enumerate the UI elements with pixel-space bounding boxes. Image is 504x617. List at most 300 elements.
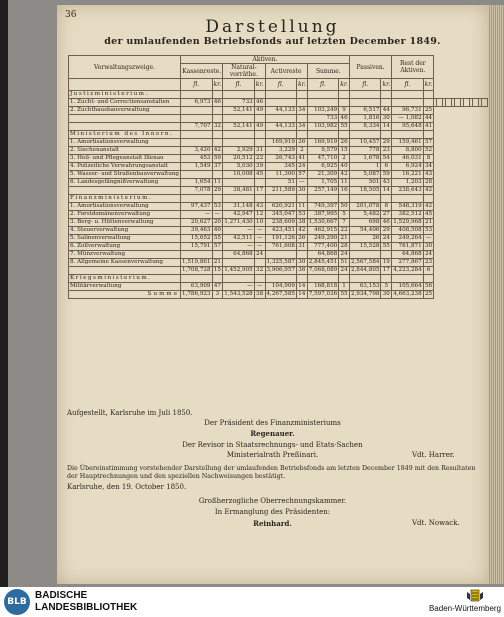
cell-kr: 34 — [424, 163, 433, 169]
empty-cell — [307, 275, 338, 283]
total-label-empty — [69, 123, 181, 131]
cell-fl: 733 — [307, 115, 338, 123]
empty-cell — [296, 275, 307, 283]
cell-kr: 43 — [382, 179, 390, 185]
cell-fl: 698 — [349, 219, 380, 227]
cell-kr: 15 — [340, 147, 348, 153]
unit-kr: kr. — [212, 79, 223, 91]
cell-fl: 1,549 — [181, 163, 212, 171]
unit-kr: kr. — [254, 79, 265, 91]
cell-fl: 2,934,798 — [350, 291, 380, 297]
cell-fl: 277,867 — [392, 259, 423, 267]
cell-kr: 40 — [340, 163, 348, 169]
cell-kr: 31 — [298, 243, 306, 249]
branding-bar — [0, 587, 504, 617]
cell-fl — [181, 115, 212, 123]
page-number: 36 — [65, 10, 77, 20]
section-total-row — [69, 187, 488, 195]
page-title: Darstellung — [205, 17, 340, 37]
empty-cell — [339, 131, 350, 139]
cell-kr: 15 — [213, 267, 221, 273]
row-label: Militärverwaltung — [69, 283, 181, 291]
cell-kr: 12 — [256, 211, 264, 217]
blb-name-line1: BADISCHE — [35, 590, 88, 601]
cell-kr: 57 — [424, 139, 433, 145]
cell-kr: 38 — [256, 291, 264, 297]
cell-kr: 31 — [256, 147, 264, 153]
grand-total-label: Summe — [69, 291, 181, 299]
header-cash: Kassenreste. — [181, 64, 223, 79]
cell-fl: 44,133 — [265, 107, 296, 115]
cell-fl: 44,133 — [265, 123, 296, 131]
empty-cell — [423, 275, 434, 283]
cell-kr — [296, 99, 307, 107]
cell-fl: 6,925 — [307, 163, 338, 171]
unit-kr: kr. — [296, 79, 307, 91]
cell-kr: 42 — [424, 187, 433, 193]
cell-fl: 7,068,089 — [308, 267, 338, 273]
footer-chamber: Großherzogliche Oberrechnungskammer. — [198, 497, 347, 505]
section-total-row — [69, 123, 488, 131]
cell-fl: 5,030 — [223, 163, 254, 171]
unit-fl: fl. — [392, 79, 423, 91]
cell-fl: 423,451 — [265, 227, 296, 235]
cell-kr: 57 — [213, 243, 221, 249]
cell-fl: 2,845,451 — [308, 259, 338, 265]
cell-fl: 249,290 — [307, 235, 338, 243]
empty-cell — [349, 195, 380, 203]
cell-kr: 46 — [340, 115, 348, 121]
cell-fl: 1,271,430 — [224, 219, 253, 225]
section-name: Ministerium des Innern. — [69, 131, 181, 139]
cell-kr: 55 — [340, 291, 348, 297]
bw-crest-icon — [466, 588, 484, 603]
cell-kr: 5 — [339, 211, 350, 219]
cell-fl — [181, 107, 212, 115]
cell-kr: 47 — [213, 283, 221, 289]
cell-fl: 104,909 — [265, 283, 296, 291]
cell-kr: 55 — [340, 123, 348, 129]
cell-fl: 1,678 — [349, 155, 380, 163]
cell-fl — [265, 99, 296, 107]
cell-fl: 169,919 — [307, 139, 338, 147]
cell-kr: 24 — [340, 251, 348, 257]
empty-cell — [212, 275, 223, 283]
cell-kr: 43 — [424, 171, 433, 177]
cell-kr: 2 — [296, 147, 307, 155]
cell-fl: 548,319 — [392, 203, 423, 211]
cell-kr: 17 — [382, 267, 390, 273]
cell-fl: 26,743 — [265, 155, 296, 163]
cell-fl: 501 — [349, 179, 380, 187]
section-header-row — [69, 131, 488, 139]
empty-cell — [223, 195, 254, 203]
cell-kr: 45 — [424, 211, 433, 217]
cell-kr: 42 — [213, 147, 221, 153]
cell-kr: — — [254, 227, 265, 235]
empty-cell — [181, 195, 212, 203]
cell-kr: 26 — [298, 235, 306, 241]
empty-cell — [339, 91, 350, 99]
row-label: 3. Heil- und Pflegeanstalt Illenau — [69, 155, 181, 163]
cell-fl: 733 — [223, 99, 254, 107]
cell-kr — [381, 99, 392, 107]
header-assets: Aktiven. — [181, 56, 350, 64]
header-liabilities: Passiven. — [349, 56, 391, 79]
row-label: 3. Berg- u. Hüttenverwaltung — [69, 219, 181, 227]
empty-cell — [265, 91, 296, 99]
unit-fl: fl. — [181, 79, 212, 91]
cell-fl — [265, 115, 296, 123]
table-row — [69, 283, 488, 291]
section-total-row — [69, 267, 488, 275]
unit-fl: fl. — [265, 79, 296, 91]
cell-kr: 29 — [213, 187, 221, 193]
cell-fl: 4,663,238 — [393, 291, 422, 297]
cell-kr: 28 — [424, 179, 433, 185]
cell-kr: 52 — [424, 147, 433, 153]
cell-kr — [212, 139, 223, 147]
cell-kr: 34 — [298, 107, 306, 113]
cell-kr: 2 — [339, 155, 350, 163]
cell-fl: 39,463 — [181, 227, 212, 235]
empty-cell — [392, 91, 423, 99]
table-row — [69, 163, 488, 171]
cell-kr: 23 — [382, 147, 390, 153]
cell-kr: 26 — [340, 139, 348, 145]
empty-cell — [381, 275, 392, 283]
table-row — [69, 155, 488, 163]
cell-kr: 34 — [298, 123, 306, 129]
cell-kr: 8 — [381, 203, 392, 211]
empty-cell — [307, 195, 338, 203]
cell-fl — [181, 251, 212, 259]
cell-kr: 24 — [340, 267, 348, 273]
unit-fl: fl. — [307, 79, 338, 91]
cell-kr: 51 — [340, 259, 348, 265]
row-label: 6. Landesgefängnißverwaltung — [69, 179, 181, 187]
cell-fl: 46,031 — [392, 155, 423, 163]
cell-fl: 2,567,584 — [350, 259, 380, 265]
cell-kr: 30 — [298, 259, 306, 265]
empty-cell — [265, 195, 296, 203]
empty-cell — [296, 195, 307, 203]
cell-kr: 29 — [382, 227, 390, 233]
total-label-empty — [69, 187, 181, 195]
cell-fl: 10,008 — [223, 171, 254, 179]
cell-fl: 20,512 — [223, 155, 254, 163]
cell-kr: 14 — [382, 187, 390, 193]
table-row — [69, 243, 488, 251]
cell-kr: 54 — [382, 155, 390, 161]
cell-fl: 9,579 — [307, 147, 338, 155]
cell-kr: 32 — [213, 123, 221, 129]
row-label: 2. Zuchthausbauverwaltung — [69, 107, 181, 115]
cell-fl: 1,708,728 — [182, 267, 211, 273]
cell-fl: 20,627 — [181, 219, 212, 227]
cell-kr — [212, 171, 223, 179]
cell-kr: 30 — [382, 291, 390, 297]
cell-fl: 42,511 — [223, 235, 254, 243]
cell-kr: 42 — [298, 227, 306, 233]
cell-kr: 9 — [339, 107, 350, 115]
bw-name: Baden-Württemberg — [428, 604, 501, 613]
cell-fl: 387,995 — [307, 211, 338, 219]
unit-fl: fl. — [223, 79, 254, 91]
cell-fl: 11,300 — [265, 171, 296, 179]
footer-president: Der Präsident des Finanzministeriums — [204, 419, 341, 427]
cell-fl: 761,608 — [265, 243, 296, 251]
cell-fl: 777,400 — [307, 243, 338, 251]
table-row — [69, 139, 488, 147]
unit-row — [69, 79, 488, 91]
row-label: 2. Forstdomänenverwaltung — [69, 211, 181, 219]
empty-cell — [392, 195, 423, 203]
cell-fl: 15,791 — [181, 243, 212, 251]
cell-kr: 49 — [256, 107, 264, 113]
cell-fl — [181, 171, 212, 179]
empty-cell — [265, 131, 296, 139]
cell-fl: 95,648 — [392, 123, 423, 131]
footer-name2: Reinhard. — [253, 519, 292, 528]
cell-kr: 14 — [382, 123, 390, 129]
empty-cell — [212, 91, 223, 99]
cell-fl: 620,921 — [265, 203, 296, 211]
cell-kr: 5 — [381, 283, 392, 291]
cell-fl: 6,517 — [349, 107, 380, 115]
book-spine — [0, 0, 8, 587]
row-label: 5. Salinenverwaltung — [69, 235, 181, 243]
cell-kr: 21 — [424, 219, 433, 225]
cell-kr: 30 — [424, 243, 433, 249]
table-row — [69, 251, 488, 259]
table-row — [69, 203, 488, 211]
cell-fl: 64,868 — [307, 251, 338, 259]
cell-kr: 59 — [382, 171, 390, 177]
cell-fl: 96,731 — [392, 107, 423, 115]
cell-fl — [307, 99, 338, 107]
cell-kr: 39 — [256, 163, 264, 169]
cell-fl — [223, 179, 254, 187]
cell-kr: 41 — [298, 155, 306, 161]
cell-kr: 44 — [424, 115, 433, 121]
cell-fl: 201,078 — [349, 203, 380, 211]
empty-cell — [423, 91, 434, 99]
cell-kr: 21 — [340, 235, 348, 241]
cell-kr: 24 — [382, 235, 390, 241]
table-row — [69, 227, 488, 235]
cell-kr: 20 — [213, 219, 221, 225]
cell-fl: 5,087 — [349, 171, 380, 179]
cell-kr: 37 — [213, 163, 221, 169]
row-label: 8. Allgemeine Kassenverwaltung — [69, 259, 181, 267]
unit-empty — [69, 79, 181, 91]
table-row — [69, 235, 488, 243]
footer-sign1: Vdt. Harrer. — [412, 451, 455, 459]
section-name: Justizministerium. — [69, 91, 181, 99]
cell-kr: 41 — [424, 123, 433, 129]
page-subtitle: der umlaufenden Betriebsfonds auf letzten December 1849. — [104, 36, 441, 47]
empty-cell — [392, 275, 423, 283]
empty-cell — [212, 131, 223, 139]
empty-cell — [296, 131, 307, 139]
cell-fl: 97,437 — [181, 203, 212, 211]
table-row — [69, 147, 488, 155]
cell-fl: 238,609 — [265, 219, 296, 227]
cell-kr: 38 — [298, 219, 306, 225]
section-header-row — [69, 91, 488, 99]
empty-cell — [307, 91, 338, 99]
table-row — [69, 107, 488, 115]
table-row — [69, 179, 488, 187]
cell-fl: 159,461 — [392, 139, 423, 147]
cell-fl: 21,309 — [307, 171, 338, 179]
cell-fl: 4,223,284 — [393, 267, 422, 273]
blb-name-line2: LANDESBIBLIOTHEK — [35, 602, 138, 613]
header-arrears: Activreste — [265, 64, 307, 79]
cell-kr — [212, 115, 223, 123]
footer-place: Aufgestellt, Karlsruhe im Juli 1850. — [67, 409, 193, 417]
empty-cell — [265, 275, 296, 283]
table-row — [69, 99, 488, 107]
cell-fl: 64,868 — [223, 251, 254, 259]
cell-kr — [482, 99, 488, 107]
cell-kr — [254, 179, 265, 187]
row-label: 7. Münzverwaltung — [69, 251, 181, 259]
row-label: 6. Zollverwaltung — [69, 243, 181, 251]
grand-total-row — [69, 291, 488, 299]
cell-kr: 14 — [298, 291, 306, 297]
cell-kr — [254, 259, 265, 267]
cell-fl — [265, 251, 296, 259]
cell-fl: — — [223, 283, 254, 291]
cell-kr: 46 — [256, 99, 264, 105]
cell-kr: 32 — [256, 267, 264, 273]
cell-kr: 53 — [424, 227, 433, 233]
cell-kr: 21 — [213, 259, 221, 265]
empty-cell — [181, 91, 212, 99]
page-edges — [488, 5, 504, 584]
cell-fl: 3,420 — [181, 147, 212, 155]
cell-fl: 1,543,528 — [224, 291, 253, 297]
cell-fl: 6,973 — [181, 99, 212, 107]
cell-fl: 10,457 — [349, 139, 380, 147]
empty-cell — [254, 131, 265, 139]
cell-fl: 249,264 — [392, 235, 423, 243]
cell-fl: 26 — [349, 235, 380, 243]
cell-kr: 19 — [382, 259, 390, 265]
cell-kr — [296, 251, 307, 259]
cell-fl: 1 — [349, 163, 380, 171]
cell-kr: — — [254, 283, 265, 291]
cell-kr — [381, 251, 392, 259]
cell-kr: 6 — [423, 267, 434, 275]
cell-kr: 24 — [256, 251, 264, 257]
cell-kr: 42 — [424, 203, 433, 209]
cell-fl: 1,452,905 — [224, 267, 253, 273]
cell-fl: 63,909 — [181, 283, 212, 291]
cell-kr: 46 — [213, 99, 221, 105]
document-page — [57, 5, 488, 584]
cell-kr: — — [212, 211, 223, 219]
empty-cell — [349, 131, 380, 139]
empty-cell — [392, 131, 423, 139]
cell-fl: 1,530,667 — [308, 219, 338, 225]
row-label: 4. Steuerverwaltung — [69, 227, 181, 235]
cell-kr: 46 — [382, 219, 390, 225]
cell-fl: 1,705 — [307, 179, 338, 187]
empty-cell — [212, 195, 223, 203]
header-rest: Rest der Aktiven. — [392, 56, 434, 79]
row-label: 1. Amortisationsverwaltung — [69, 203, 181, 211]
cell-kr — [212, 251, 223, 259]
cell-kr: 40 — [213, 227, 221, 233]
row-label: 2. Siechenanstalt — [69, 147, 181, 155]
cell-fl: 6,924 — [392, 163, 423, 171]
cell-kr: 3 — [212, 291, 223, 299]
cell-fl: 8,800 — [392, 147, 423, 155]
footer-official: Ministerialrath Preßinari. — [226, 451, 319, 459]
cell-kr: 59 — [213, 155, 221, 161]
header-stock: Natural-vorräthe. — [223, 64, 265, 79]
cell-fl: 238,643 — [392, 187, 423, 195]
cell-fl: 52,141 — [223, 123, 254, 131]
cell-kr: 10 — [256, 219, 264, 225]
cell-fl: 18,505 — [349, 187, 380, 195]
blb-logo-icon: BLB — [4, 589, 30, 615]
cell-kr: 53 — [298, 211, 306, 217]
cell-kr — [339, 99, 350, 107]
cell-fl: 52,141 — [223, 107, 254, 115]
cell-fl: 63,153 — [349, 283, 380, 291]
cell-fl: 8,334 — [349, 123, 380, 131]
empty-cell — [254, 91, 265, 99]
empty-cell — [349, 275, 380, 283]
cell-fl: — 1,082 — [392, 115, 423, 123]
cell-fl: 761,871 — [392, 243, 423, 251]
cell-fl: — — [223, 243, 254, 251]
cell-kr — [254, 115, 265, 123]
cell-kr — [296, 115, 307, 123]
cell-fl: 1,519,861 — [182, 259, 211, 265]
row-label — [69, 115, 181, 123]
cell-fl: 7,707 — [181, 123, 212, 131]
cell-fl: 168,818 — [307, 283, 338, 291]
cell-kr: 55 — [213, 235, 221, 241]
cell-fl: 749,397 — [307, 203, 338, 211]
cell-fl: 2,844,805 — [350, 267, 380, 273]
cell-kr: 1 — [339, 283, 350, 291]
cell-fl: 453 — [181, 155, 212, 163]
cell-kr: — — [254, 243, 265, 251]
cell-fl: — — [181, 211, 212, 219]
empty-cell — [339, 195, 350, 203]
cell-fl: 382,512 — [392, 211, 423, 219]
cell-fl: 51 — [265, 179, 296, 187]
cell-kr: 57 — [298, 171, 306, 177]
empty-cell — [254, 275, 265, 283]
row-label: 1. Zucht- und Correctionsanstalten — [69, 99, 181, 107]
cell-fl: 64,868 — [392, 251, 423, 259]
cell-kr: 22 — [340, 227, 348, 233]
cell-fl: 169,919 — [265, 139, 296, 147]
cell-fl: 1,203 — [392, 179, 423, 187]
cell-kr: 14 — [298, 283, 306, 289]
empty-cell — [381, 195, 392, 203]
empty-cell — [254, 195, 265, 203]
cell-kr: 42 — [340, 171, 348, 177]
footer-absence: In Ermanglung des Präsidenten: — [214, 508, 331, 516]
